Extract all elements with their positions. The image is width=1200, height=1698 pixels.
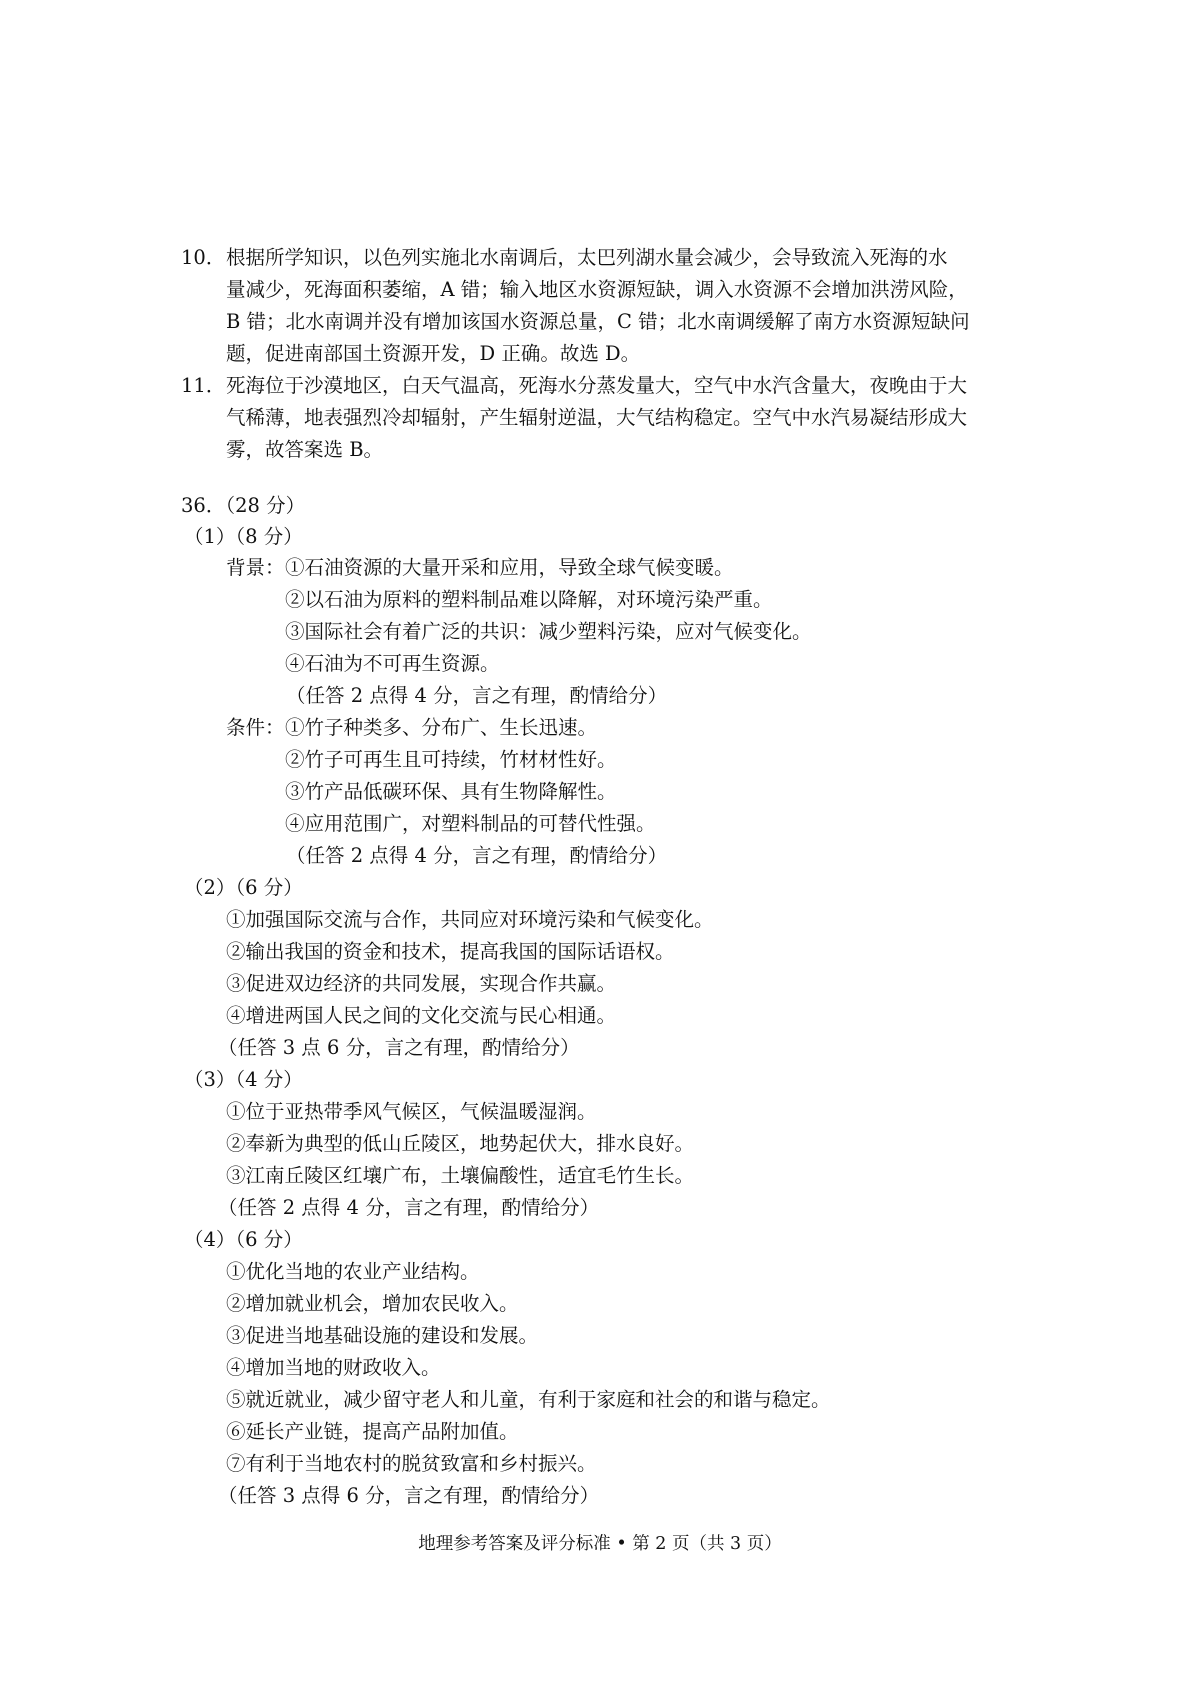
background-item-2: ②以石油为原料的塑料制品难以降解，对环境污染严重。 [285,588,773,611]
part-4-item-3: ③促进当地基础设施的建设和发展。 [226,1324,539,1347]
part-3-title: （3）（4 分） [184,1068,303,1091]
part-3-item-1: ①位于亚热带季风气候区，气候温暖湿润。 [226,1100,597,1123]
part-4-note: （任答 3 点得 6 分，言之有理，酌情给分） [218,1484,600,1507]
part-2-note: （任答 3 点 6 分，言之有理，酌情给分） [218,1036,580,1059]
condition-item-1: ①竹子种类多、分布广、生长迅速。 [285,716,598,739]
question-10-line-3: B 错；北水南调并没有增加该国水资源总量，C 错；北水南调缓解了南方水资源短缺问 [226,310,970,333]
part-4-item-1: ①优化当地的农业产业结构。 [226,1260,480,1283]
question-36-title: 36．（28 分） [181,494,306,517]
part-2-item-2: ②输出我国的资金和技术，提高我国的国际话语权。 [226,940,675,963]
part-4-item-2: ②增加就业机会，增加农民收入。 [226,1292,519,1315]
part-4-item-7: ⑦有利于当地农村的脱贫致富和乡村振兴。 [226,1452,597,1475]
condition-note: （任答 2 点得 4 分，言之有理，酌情给分） [286,844,668,867]
question-10-line-2: 量减少，死海面积萎缩，A 错；输入地区水资源短缺，调入水资源不会增加洪涝风险， [226,278,968,301]
question-11-number: 11． [181,374,226,397]
question-10-line-4: 题，促进南部国土资源开发，D 正确。故选 D。 [226,342,641,365]
condition-item-3: ③竹产品低碳环保、具有生物降解性。 [285,780,617,803]
part-3-item-2: ②奉新为典型的低山丘陵区，地势起伏大，排水良好。 [226,1132,695,1155]
condition-item-2: ②竹子可再生且可持续，竹材材性好。 [285,748,617,771]
question-11-line-3: 雾，故答案选 B。 [226,438,384,461]
background-label: 背景： [226,556,285,579]
part-4-item-5: ⑤就近就业，减少留守老人和儿童，有利于家庭和社会的和谐与稳定。 [226,1388,831,1411]
condition-label: 条件： [226,716,285,739]
part-4-item-4: ④增加当地的财政收入。 [226,1356,441,1379]
background-note: （任答 2 点得 4 分，言之有理，酌情给分） [286,684,668,707]
question-10-number: 10． [181,246,226,269]
condition-item-4: ④应用范围广，对塑料制品的可替代性强。 [285,812,656,835]
part-3-note: （任答 2 点得 4 分，言之有理，酌情给分） [218,1196,600,1219]
part-3-item-3: ③江南丘陵区红壤广布，土壤偏酸性，适宜毛竹生长。 [226,1164,695,1187]
part-2-item-1: ①加强国际交流与合作，共同应对环境污染和气候变化。 [226,908,714,931]
part-2-item-4: ④增进两国人民之间的文化交流与民心相通。 [226,1004,617,1027]
part-2-title: （2）（6 分） [184,876,303,899]
part-2-item-3: ③促进双边经济的共同发展，实现合作共赢。 [226,972,617,995]
background-item-4: ④石油为不可再生资源。 [285,652,500,675]
page-footer: 地理参考答案及评分标准 • 第 2 页（共 3 页） [418,1534,782,1554]
part-4-item-6: ⑥延长产业链，提高产品附加值。 [226,1420,519,1443]
question-10-line-1: 根据所学知识，以色列实施北水南调后，太巴列湖水量会减少，会导致流入死海的水 [226,246,948,269]
part-1-title: （1）（8 分） [184,525,303,548]
part-4-title: （4）（6 分） [184,1228,303,1251]
question-11-line-2: 气稀薄，地表强烈冷却辐射，产生辐射逆温，大气结构稳定。空气中水汽易凝结形成大 [226,406,968,429]
question-11-line-1: 死海位于沙漠地区，白天气温高，死海水分蒸发量大，空气中水汽含量大，夜晚由于大 [226,374,968,397]
background-item-1: ①石油资源的大量开采和应用，导致全球气候变暖。 [285,556,734,579]
background-item-3: ③国际社会有着广泛的共识：减少塑料污染，应对气候变化。 [285,620,812,643]
